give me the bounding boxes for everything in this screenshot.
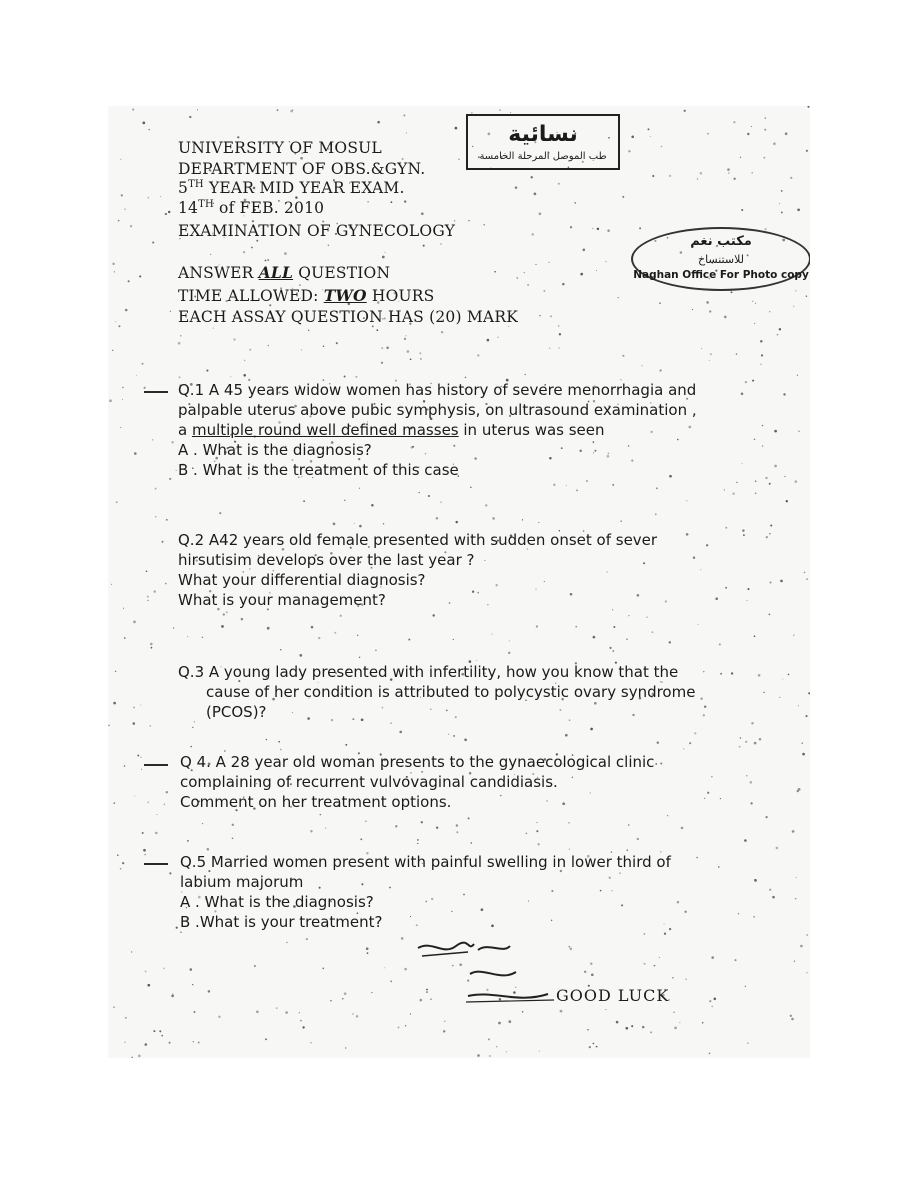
closing-message: GOOD LUCK bbox=[556, 986, 670, 1005]
q2-line: What your differential diagnosis? bbox=[178, 571, 426, 589]
q4-line: Q 4. A 28 year old woman presents to the gynaecological clinic bbox=[180, 753, 655, 771]
office-stamp-english: Naghan Office For Photo copy bbox=[633, 269, 809, 281]
department-name: DEPARTMENT OF OBS.&GYN. bbox=[178, 160, 426, 178]
q2-line: Q.2 A42 years old female presented with sudden onset of sever bbox=[178, 531, 658, 549]
margin-dash bbox=[144, 764, 168, 766]
q3-line: (PCOS)? bbox=[206, 703, 267, 721]
q3-line: Q.3 A young lady presented with infertility, how you know that the bbox=[178, 663, 679, 681]
q5-line: Q.5 Married women present with painful swelling in lower third of bbox=[180, 853, 671, 871]
question-4 bbox=[180, 752, 654, 812]
q2-line: hirsutisim develops over the last year ? bbox=[178, 551, 475, 569]
question-5 bbox=[180, 852, 671, 932]
answer-instruction: ANSWER ALL QUESTION bbox=[178, 263, 391, 282]
q3-line: cause of her condition is attributed to polycystic ovary syndrome bbox=[206, 683, 696, 701]
question-1 bbox=[178, 380, 697, 480]
margin-dash bbox=[144, 391, 168, 393]
q1-line: a multiple round well defined masses in uterus was seen bbox=[178, 421, 605, 439]
question-2 bbox=[178, 530, 657, 610]
stamp-subtitle: طب الموصل المرحلة الخامسة bbox=[479, 151, 607, 162]
stamp-title: نسائية bbox=[508, 122, 578, 147]
exam-title: 5TH YEAR MID YEAR EXAM. bbox=[178, 179, 405, 198]
question-3 bbox=[178, 662, 695, 722]
time-allowed: TIME ALLOWED: TWO HOURS bbox=[178, 286, 435, 305]
q5-part-a: A . What is the diagnosis? bbox=[180, 893, 374, 911]
exam-subject: EXAMINATION OF GYNECOLOGY bbox=[178, 222, 456, 240]
q5-line: labium majorum bbox=[180, 873, 304, 891]
margin-dash bbox=[144, 863, 168, 865]
photocopy-office-stamp bbox=[631, 227, 810, 291]
exam-sheet bbox=[108, 106, 810, 1058]
q5-part-b: B .What is your treatment? bbox=[180, 913, 383, 931]
university-name: UNIVERSITY OF MOSUL bbox=[178, 139, 382, 157]
q1-line: palpable uterus above pubic symphysis, on ultrasound examination , bbox=[178, 401, 697, 419]
office-stamp-subtitle: للاستنساخ bbox=[697, 253, 745, 266]
q4-line: Comment on her treatment options. bbox=[180, 793, 452, 811]
q2-line: What is your management? bbox=[178, 591, 386, 609]
department-stamp bbox=[466, 114, 620, 170]
exam-date: 14TH of FEB. 2010 bbox=[178, 199, 325, 218]
office-stamp-title: مكتب نغم bbox=[690, 234, 752, 249]
q4-line: complaining of recurrent vulvovaginal candidiasis. bbox=[180, 773, 558, 791]
handwritten-signatures bbox=[408, 938, 558, 1008]
q1-part-b: B . What is the treatment of this case bbox=[178, 461, 459, 479]
marks-instruction: EACH ASSAY QUESTION HAS (20) MARK bbox=[178, 308, 518, 326]
q1-line: Q.1 A 45 years widow women has history of severe menorrhagia and bbox=[178, 381, 697, 399]
q1-part-a: A . What is the diagnosis? bbox=[178, 441, 372, 459]
